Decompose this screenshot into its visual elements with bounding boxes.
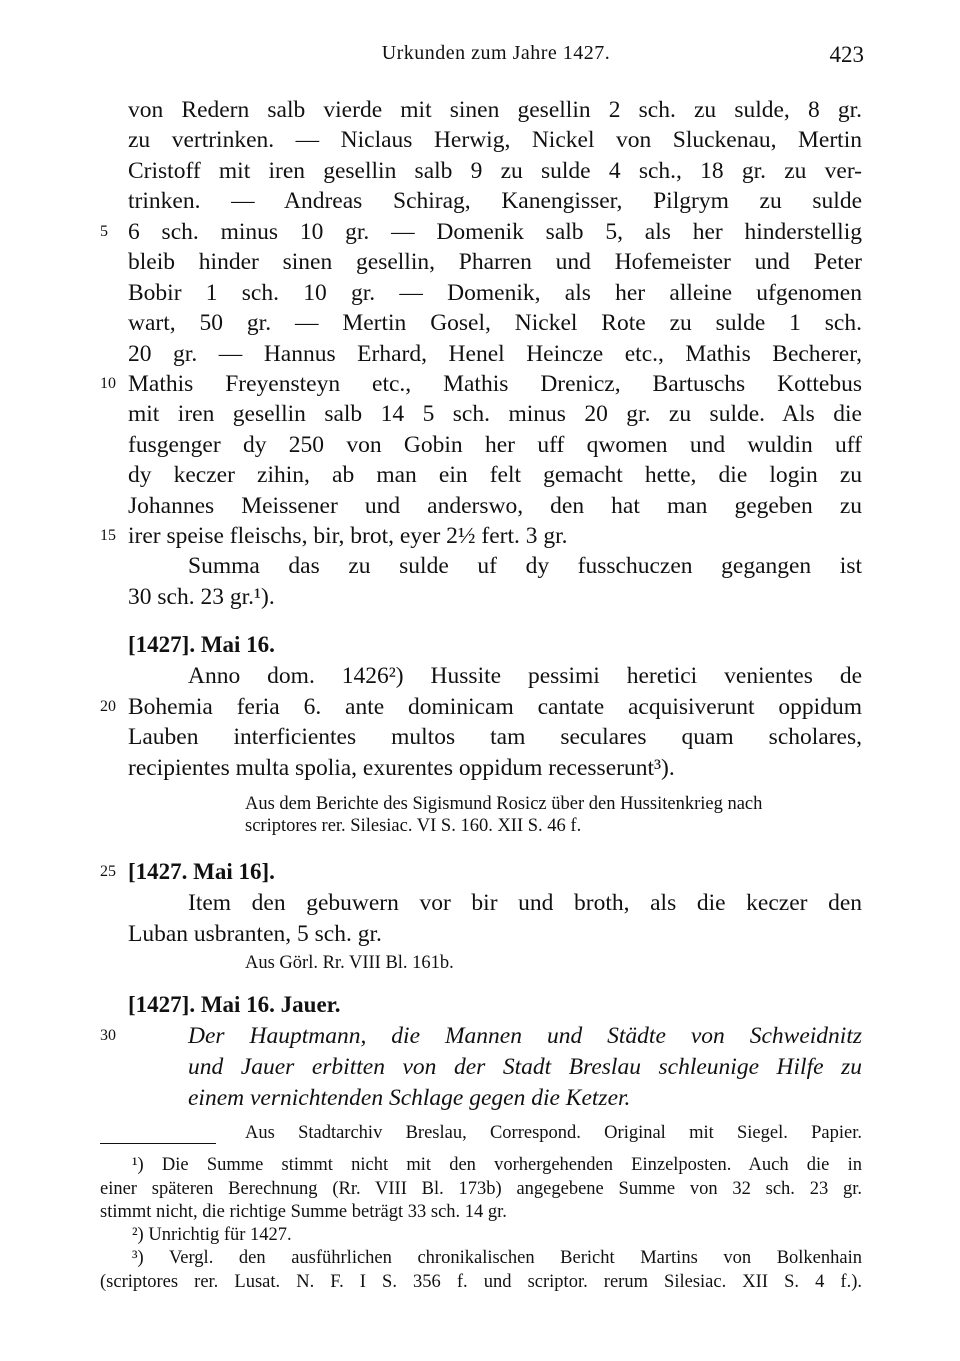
text-line: Cristoff mit iren gesellin salb 9 zu sulde 4 sch., 18 gr. zu ver- bbox=[128, 158, 862, 184]
text-line: recipientes multa spolia, exurentes oppidum recesserunt³). bbox=[128, 755, 675, 781]
summa-line: Summa das zu sulde uf dy fusschuczen gegangen ist bbox=[188, 553, 862, 579]
entry-heading: [1427]. Mai 16. Jauer. bbox=[128, 992, 341, 1017]
text-line: fusgenger dy 250 von Gobin her uff qwomen und wuldin uff bbox=[128, 432, 862, 458]
text-line: wart, 50 gr. — Mertin Gosel, Nickel Rote zu sulde 1 sch. bbox=[128, 310, 862, 336]
source-note: Aus Stadtarchiv Breslau, Correspond. Original mit Siegel. Papier. bbox=[245, 1123, 862, 1143]
text-line: Item den gebuwern vor bir und broth, als die keczer den bbox=[188, 890, 862, 916]
line-number: 15 bbox=[100, 527, 116, 544]
page-number: 423 bbox=[829, 42, 864, 67]
text-line: zu vertrinken. — Niclaus Herwig, Nickel von Sluckenau, Mertin bbox=[128, 127, 862, 153]
line-number: 5 bbox=[100, 223, 108, 240]
text-line: 6 sch. minus 10 gr. — Domenik salb 5, als her hinderstellig bbox=[128, 219, 862, 245]
text-line: von Redern salb vierde mit sinen gesellin 2 sch. zu sulde, 8 gr. bbox=[128, 97, 862, 123]
footnote-line: ¹) Die Summe stimmt nicht mit den vorhergehenden Einzelposten. Auch die in bbox=[132, 1155, 862, 1175]
running-title: Urkunden zum Jahre 1427. bbox=[381, 42, 611, 64]
text-line: Johannes Meissener und anderswo, den hat man gegeben zu bbox=[128, 493, 862, 519]
regest-line: und Jauer erbitten von der Stadt Breslau schleunige Hilfe zu bbox=[188, 1054, 862, 1080]
text-line: dy keczer zihin, ab man ein felt gemacht hette, die login zu bbox=[128, 462, 862, 488]
source-note: Aus dem Berichte des Sigismund Rosicz über den Hussitenkrieg nach bbox=[245, 794, 763, 814]
footnote-line: einer späteren Berechnung (Rr. VIII Bl. 173b) angegebene Summe von 32 sch. 23 gr. bbox=[100, 1179, 862, 1199]
running-header bbox=[128, 42, 864, 72]
entry-heading: [1427]. Mai 16. bbox=[128, 632, 275, 657]
text-line: Anno dom. 1426²) Hussite pessimi heretici venientes de bbox=[188, 663, 862, 689]
text-line: trinken. — Andreas Schirag, Kanengisser, Pilgrym zu sulde bbox=[128, 188, 862, 214]
text-line: mit iren gesellin salb 14 5 sch. minus 20 gr. zu sulde. Als die bbox=[128, 401, 862, 427]
summa-line: 30 sch. 23 gr.¹). bbox=[128, 584, 275, 610]
line-number: 20 bbox=[100, 698, 116, 715]
regest-line: Der Hauptmann, die Mannen und Städte von Schweidnitz bbox=[188, 1023, 862, 1049]
line-number: 25 bbox=[100, 863, 116, 880]
text-line: Bobir 1 sch. 10 gr. — Domenik, als her alleine ufgenomen bbox=[128, 280, 862, 306]
footnote-line: ³) Vergl. den ausführlichen chronikalischen Bericht Martins von Bolkenhain bbox=[132, 1248, 862, 1268]
text-line: bleib hinder sinen gesellin, Pharren und Hofemeister und Peter bbox=[128, 249, 862, 275]
footnote-line: stimmt nicht, die richtige Summe beträgt 33 sch. 14 gr. bbox=[100, 1202, 507, 1222]
source-note: Aus Görl. Rr. VIII Bl. 161b. bbox=[245, 953, 454, 973]
text-line: irer speise fleischs, bir, brot, eyer 2½ fert. 3 gr. bbox=[128, 523, 568, 549]
text-line: Bohemia feria 6. ante dominicam cantate acquisiverunt oppidum bbox=[128, 694, 862, 720]
text-line: 20 gr. — Hannus Erhard, Henel Heincze etc., Mathis Becherer, bbox=[128, 341, 862, 367]
footnote-line: ²) Unrichtig für 1427. bbox=[132, 1225, 292, 1245]
line-number: 30 bbox=[100, 1027, 116, 1044]
text-line: Lauben interficientes multos tam seculares quam scholares, bbox=[128, 724, 862, 750]
line-number: 10 bbox=[100, 375, 116, 392]
footnote-line: (scriptores rer. Lusat. N. F. I S. 356 f. und scriptor. rerum Silesiac. XII S. 4 f.). bbox=[100, 1272, 862, 1292]
text-line: Luban usbranten, 5 sch. gr. bbox=[128, 921, 382, 947]
regest-line: einem vernichtenden Schlage gegen die Ketzer. bbox=[188, 1085, 631, 1111]
entry-heading: [1427. Mai 16]. bbox=[128, 859, 275, 884]
source-note: scriptores rer. Silesiac. VI S. 160. XII S. 46 f. bbox=[245, 816, 582, 836]
text-line: Mathis Freyensteyn etc., Mathis Drenicz, Bartuschs Kottebus bbox=[128, 371, 862, 397]
footnote-divider bbox=[100, 1143, 216, 1144]
